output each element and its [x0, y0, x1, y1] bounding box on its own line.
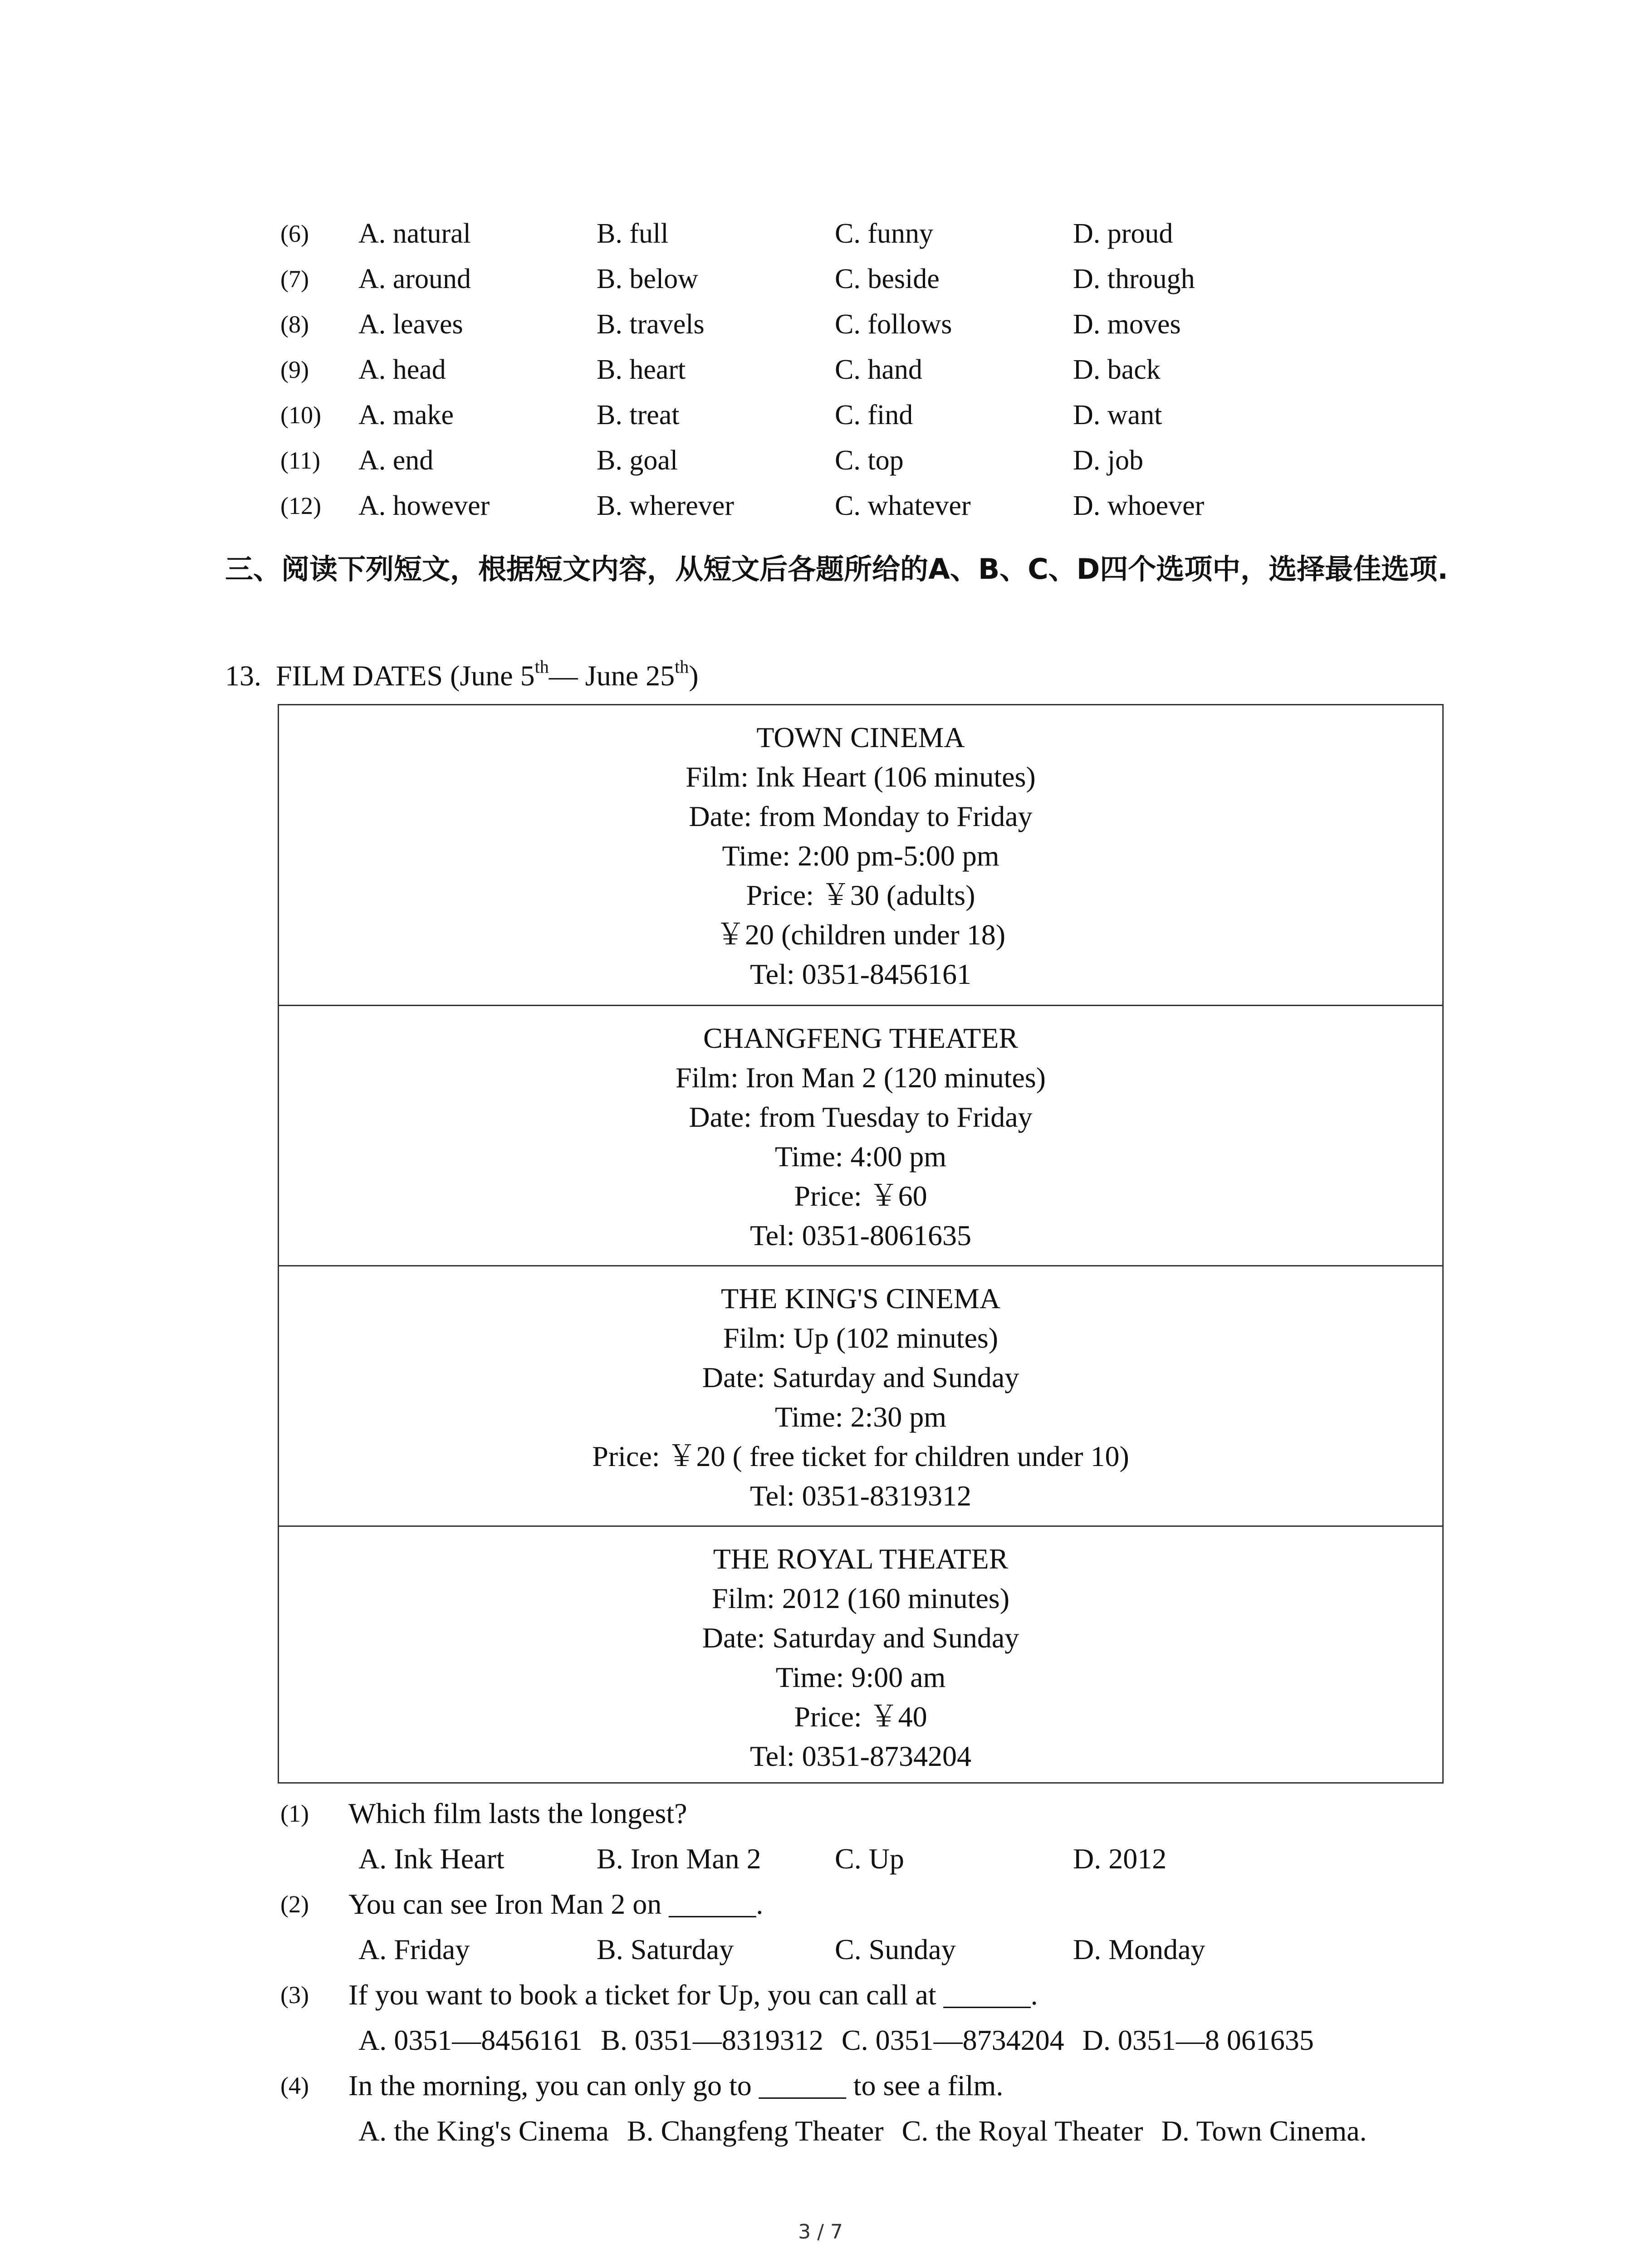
option-a: A. Friday: [358, 1933, 470, 1965]
date-info: Date: from Tuesday to Friday: [689, 1101, 1033, 1133]
option-d: D. moves: [1073, 309, 1181, 340]
question-number: (1): [280, 1800, 309, 1827]
question-number: (11): [280, 447, 320, 474]
option-c: C. the Royal Theater: [901, 2115, 1143, 2147]
cinema-block-town-cinema: [279, 705, 1442, 1006]
option-c: C. funny: [835, 218, 933, 249]
question-stem: In the morning, you can only go to ______ to see a film.: [348, 2069, 1004, 2102]
time-info: Time: 2:30 pm: [774, 1401, 947, 1433]
option-b: B. heart: [597, 354, 686, 385]
option-b: B. wherever: [597, 490, 734, 521]
option-b: B. goal: [597, 445, 678, 476]
question-number: (10): [280, 401, 321, 429]
option-d: D. Monday: [1073, 1933, 1205, 1965]
time-info: Time: 9:00 am: [775, 1661, 946, 1693]
option-c: C. 0351—8734204: [841, 2024, 1064, 2056]
question-number: (3): [280, 1981, 309, 2009]
cinema-block-kings-cinema: [279, 1266, 1442, 1527]
question-number: 13.: [225, 660, 261, 692]
option-d: D. Town Cinema.: [1161, 2115, 1367, 2147]
option-c: C. Up: [835, 1843, 904, 1875]
option-a: A. head: [358, 354, 446, 385]
option-d: D. want: [1073, 400, 1162, 430]
cinema-name: TOWN CINEMA: [756, 721, 965, 753]
option-d: D. whoever: [1073, 490, 1205, 521]
option-b: B. Iron Man 2: [597, 1843, 761, 1875]
option-b: B. Changfeng Theater: [627, 2115, 884, 2147]
question-stem: You can see Iron Man 2 on ______.: [348, 1888, 764, 1920]
question-number: (9): [280, 356, 309, 383]
option-c: C. beside: [835, 264, 940, 294]
sub-question-3-options: [358, 2018, 1314, 2063]
ordinal-suffix: th: [534, 656, 549, 677]
sub-question-1-options: [0, 1836, 1641, 1882]
price-info: Price: ￥40: [794, 1701, 927, 1733]
option-row-8: [0, 302, 1641, 347]
option-d: D. back: [1073, 354, 1161, 385]
option-d: D. proud: [1073, 218, 1173, 249]
time-info: Time: 2:00 pm-5:00 pm: [722, 840, 999, 872]
question-number: (4): [280, 2072, 309, 2099]
ordinal-suffix: th: [675, 656, 689, 677]
option-a: A. natural: [358, 218, 471, 249]
option-a: A. the King's Cinema: [358, 2115, 609, 2147]
question-stem: Which film lasts the longest?: [348, 1797, 687, 1829]
title-part: — June 25: [549, 660, 675, 692]
tel-info: Tel: 0351-8734204: [750, 1740, 971, 1772]
question-number: (8): [280, 311, 309, 338]
film-dates-table: [278, 704, 1444, 1784]
time-info: Time: 4:00 pm: [774, 1140, 947, 1173]
option-b: B. travels: [597, 309, 705, 340]
option-d: D. job: [1073, 445, 1143, 476]
option-row-10: [0, 392, 1641, 438]
film-info: Film: Up (102 minutes): [723, 1322, 999, 1354]
option-b: B. 0351—8319312: [601, 2024, 823, 2056]
option-row-7: [0, 256, 1641, 302]
option-c: C. hand: [835, 354, 922, 385]
option-row-11: [0, 438, 1641, 483]
question-number: (12): [280, 492, 321, 519]
option-b: B. treat: [597, 400, 680, 430]
question-number: (6): [280, 220, 309, 247]
question-number: (2): [280, 1891, 309, 1918]
date-info: Date: Saturday and Sunday: [702, 1361, 1019, 1393]
option-d: D. through: [1073, 264, 1195, 294]
option-row-12: [0, 483, 1641, 528]
sub-question-2-options: [0, 1927, 1641, 1972]
film-info: Film: Ink Heart (106 minutes): [686, 761, 1036, 793]
option-a: A. around: [358, 264, 471, 294]
date-info: Date: Saturday and Sunday: [702, 1622, 1019, 1654]
question-stem: If you want to book a ticket for Up, you can call at ______.: [348, 1979, 1038, 2011]
option-row-6: [0, 211, 1641, 256]
title-part: FILM DATES (June 5: [276, 660, 535, 692]
section-heading: 三、阅读下列短文，根据短文内容，从短文后各题所给的A、B、C、D四个选项中，选择最佳选项.: [225, 552, 1448, 586]
option-a: A. Ink Heart: [358, 1843, 505, 1875]
cinema-block-royal-theater: [279, 1527, 1442, 1784]
option-c: C. top: [835, 445, 904, 476]
tel-info: Tel: 0351-8061635: [750, 1219, 971, 1251]
cinema-name: CHANGFENG THEATER: [703, 1022, 1018, 1054]
cinema-block-changfeng-theater: [279, 1006, 1442, 1266]
option-b: B. below: [597, 264, 698, 294]
option-a: A. make: [358, 400, 454, 430]
option-a: A. end: [358, 445, 434, 476]
price-info-children: ￥20 (children under 18): [715, 919, 1006, 951]
option-b: B. full: [597, 218, 669, 249]
film-info: Film: Iron Man 2 (120 minutes): [676, 1061, 1046, 1094]
cinema-name: THE ROYAL THEATER: [713, 1543, 1009, 1575]
page-number: 3 / 7: [798, 2220, 843, 2244]
date-info: Date: from Monday to Friday: [689, 800, 1033, 832]
price-info: Price: ￥20 ( free ticket for children under 10): [592, 1440, 1129, 1472]
option-a: A. leaves: [358, 309, 463, 340]
option-c: C. find: [835, 400, 913, 430]
cinema-name: THE KING'S CINEMA: [721, 1282, 1000, 1315]
price-info: Price: ￥30 (adults): [746, 879, 975, 911]
option-b: B. Saturday: [597, 1933, 734, 1965]
question-13-heading: [225, 653, 699, 699]
option-c: C. follows: [835, 309, 952, 340]
tel-info: Tel: 0351-8319312: [750, 1480, 971, 1512]
title-part: ): [689, 660, 699, 692]
option-d: D. 0351—8 061635: [1082, 2024, 1314, 2056]
option-c: C. Sunday: [835, 1933, 956, 1965]
option-row-9: [0, 347, 1641, 392]
film-info: Film: 2012 (160 minutes): [712, 1582, 1009, 1614]
tel-info: Tel: 0351-8456161: [750, 958, 971, 990]
option-a: A. 0351—8456161: [358, 2024, 583, 2056]
option-c: C. whatever: [835, 490, 971, 521]
option-d: D. 2012: [1073, 1843, 1167, 1875]
sub-question-4-options: [358, 2108, 1367, 2154]
price-info: Price: ￥60: [794, 1180, 927, 1212]
question-number: (7): [280, 265, 309, 293]
option-a: A. however: [358, 490, 490, 521]
